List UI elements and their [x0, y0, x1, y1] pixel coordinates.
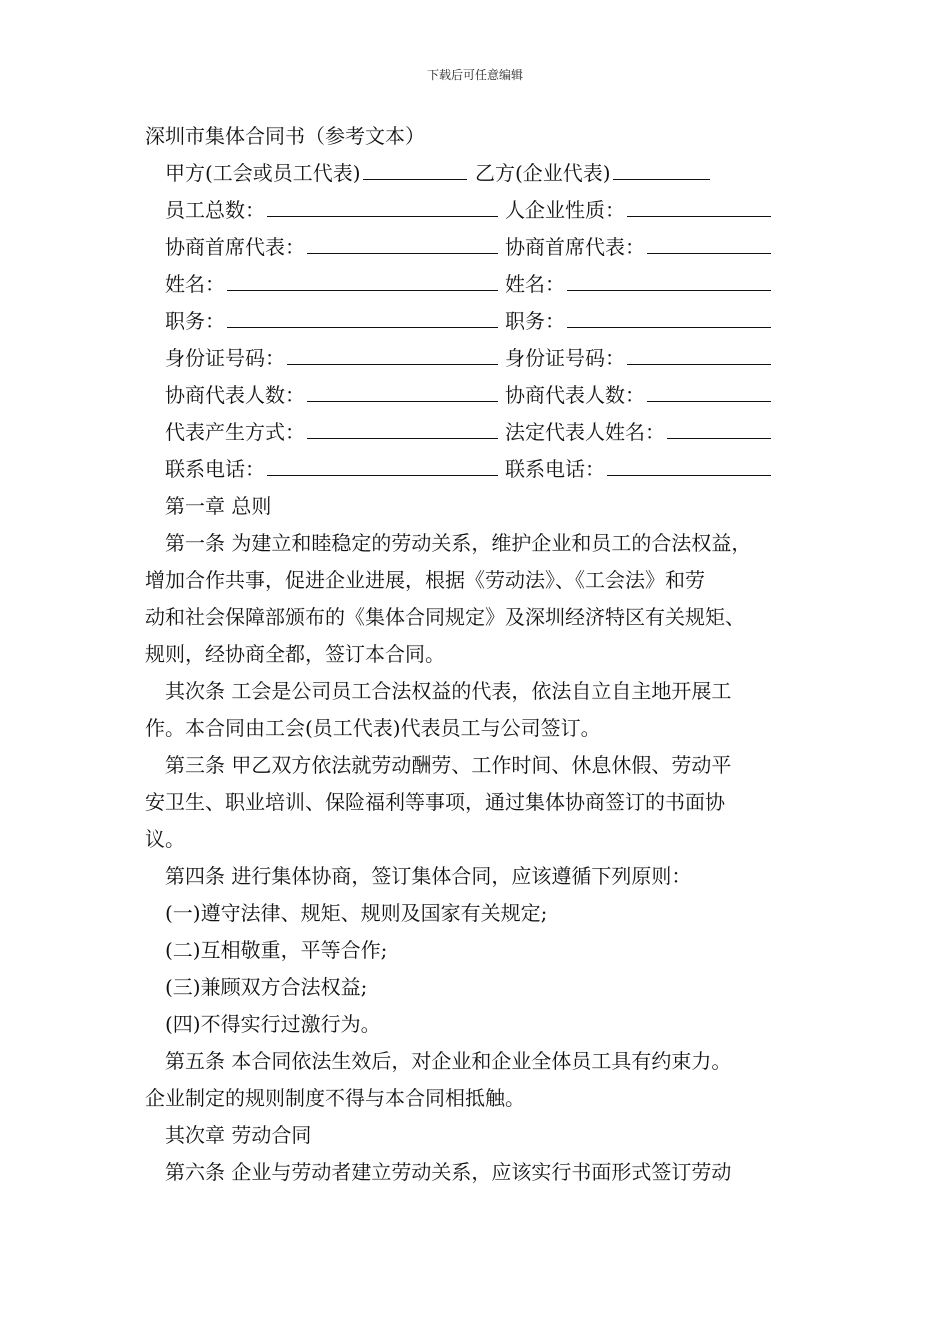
- article-2: [145, 673, 835, 747]
- field-row-representative-count: [145, 377, 835, 414]
- field-blank[interactable]: [307, 377, 498, 402]
- field-row-phone: [145, 451, 835, 488]
- field-blank[interactable]: [667, 414, 771, 439]
- field-blank[interactable]: [287, 340, 498, 365]
- party-b-field[interactable]: [475, 155, 710, 192]
- article-6: [145, 1154, 835, 1191]
- party-row: [145, 155, 835, 192]
- field-label: 代表产生方式：: [165, 420, 305, 444]
- party-a-field[interactable]: [165, 155, 467, 192]
- paragraph-line: 作。本合同由工会(员工代表)代表员工与公司签订。: [145, 716, 601, 740]
- field-row-chief-representative: [145, 229, 835, 266]
- field-row-name: [145, 266, 835, 303]
- field-row-position: [145, 303, 835, 340]
- field-right[interactable]: [505, 340, 771, 377]
- field-blank[interactable]: [647, 377, 771, 402]
- field-blank[interactable]: [567, 266, 771, 291]
- paragraph-line: 第六条 企业与劳动者建立劳动关系，应该实行书面形式签订劳动: [165, 1160, 732, 1184]
- article-4: [145, 858, 835, 1043]
- paragraph-line: 其次条 工会是公司员工合法权益的代表，依法自立自主地开展工: [165, 679, 732, 703]
- field-label: 姓名：: [505, 272, 565, 296]
- field-label: 身份证号码：: [165, 346, 285, 370]
- paragraph-line: 安卫生、职业培训、保险福利等事项，通过集体协商签订的书面协: [145, 790, 725, 814]
- field-label: 员工总数：: [165, 198, 265, 222]
- field-blank[interactable]: [567, 303, 771, 328]
- field-label: 姓名：: [165, 272, 225, 296]
- field-row-id-number: [145, 340, 835, 377]
- list-item: (四)不得实行过激行为。: [165, 1012, 381, 1036]
- paragraph-line: 第三条 甲乙双方依法就劳动酬劳、工作时间、休息休假、劳动平: [165, 753, 732, 777]
- article-5: [145, 1043, 835, 1117]
- field-blank[interactable]: [307, 229, 498, 254]
- party-a-blank[interactable]: [363, 155, 467, 180]
- field-label: 人企业性质：: [505, 198, 625, 222]
- field-right[interactable]: [505, 229, 771, 266]
- field-blank[interactable]: [627, 192, 771, 217]
- paragraph-line: 规则，经协商全都，签订本合同。: [145, 642, 445, 666]
- party-b-blank[interactable]: [613, 155, 710, 180]
- field-blank[interactable]: [267, 451, 498, 476]
- field-blank[interactable]: [647, 229, 771, 254]
- field-row-employee-count: [145, 192, 835, 229]
- field-blank[interactable]: [627, 340, 771, 365]
- field-left[interactable]: [165, 266, 498, 303]
- field-left[interactable]: [165, 451, 498, 488]
- article-1: [145, 525, 835, 673]
- field-label: 协商代表人数：: [505, 383, 645, 407]
- field-label: 联系电话：: [165, 457, 265, 481]
- field-label: 法定代表人姓名：: [505, 420, 665, 444]
- field-left[interactable]: [165, 229, 498, 266]
- field-left[interactable]: [165, 340, 498, 377]
- field-label: 协商代表人数：: [165, 383, 305, 407]
- chapter-heading: 其次章 劳动合同: [165, 1123, 312, 1147]
- party-b-label: 乙方(企业代表): [475, 161, 611, 185]
- field-label: 职务：: [165, 309, 225, 333]
- field-right[interactable]: [505, 414, 771, 451]
- list-item: (二)互相敬重，平等合作;: [165, 938, 388, 962]
- field-right[interactable]: [505, 266, 771, 303]
- field-left[interactable]: [165, 377, 498, 414]
- field-blank[interactable]: [307, 414, 498, 439]
- paragraph-line: 议。: [145, 827, 185, 851]
- field-label: 协商首席代表：: [505, 235, 645, 259]
- field-blank[interactable]: [227, 266, 498, 291]
- field-row-selection-method: [145, 414, 835, 451]
- list-item: (一)遵守法律、规矩、规则及国家有关规定;: [165, 901, 548, 925]
- field-label: 身份证号码：: [505, 346, 625, 370]
- header-note: 下载后可任意编辑: [426, 68, 523, 82]
- paragraph-line: 第一条 为建立和睦稳定的劳动关系，维护企业和员工的合法权益，: [165, 531, 752, 555]
- field-right[interactable]: [505, 377, 771, 414]
- article-3: [145, 747, 835, 858]
- document-title: 深圳市集体合同书（参考文本）: [145, 124, 425, 148]
- list-item: (三)兼顾双方合法权益;: [165, 975, 368, 999]
- document-body: [145, 118, 835, 1191]
- party-a-label: 甲方(工会或员工代表): [165, 161, 361, 185]
- paragraph-line: 增加合作共事，促进企业进展，根据《劳动法》、《工会法》和劳: [145, 568, 705, 592]
- field-blank[interactable]: [607, 451, 771, 476]
- chapter-heading: 第一章 总则: [165, 494, 272, 518]
- field-label: 职务：: [505, 309, 565, 333]
- field-blank[interactable]: [267, 192, 498, 217]
- field-left[interactable]: [165, 303, 498, 340]
- field-right[interactable]: [505, 451, 771, 488]
- field-right[interactable]: [505, 192, 771, 229]
- paragraph-line: 第四条 进行集体协商，签订集体合同，应该遵循下列原则：: [165, 864, 692, 888]
- field-left[interactable]: [165, 414, 498, 451]
- field-label: 协商首席代表：: [165, 235, 305, 259]
- field-left[interactable]: [165, 192, 498, 229]
- field-label: 联系电话：: [505, 457, 605, 481]
- field-blank[interactable]: [227, 303, 498, 328]
- paragraph-line: 第五条 本合同依法生效后，对企业和企业全体员工具有约束力。: [165, 1049, 732, 1073]
- paragraph-line: 动和社会保障部颁布的《集体合同规定》及深圳经济特区有关规矩、: [145, 605, 745, 629]
- field-right[interactable]: [505, 303, 771, 340]
- paragraph-line: 企业制定的规则制度不得与本合同相抵触。: [145, 1086, 525, 1110]
